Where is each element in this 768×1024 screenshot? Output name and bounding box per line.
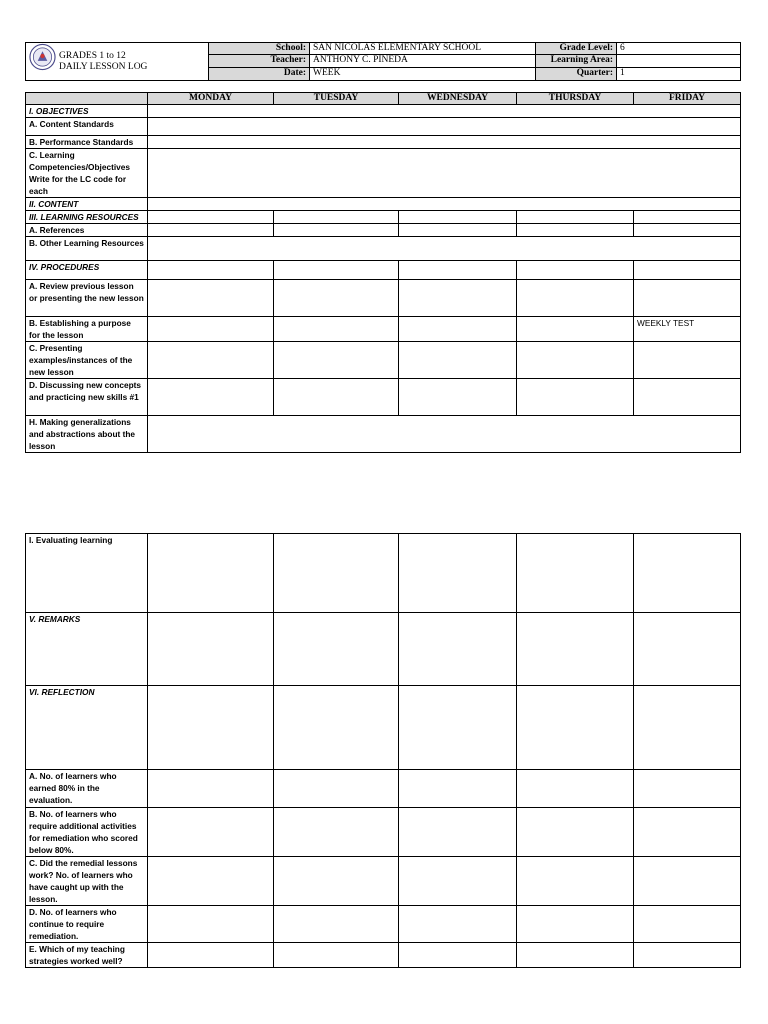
table-cell: [399, 770, 517, 808]
table-cell: [517, 534, 634, 613]
table-cell: [148, 379, 274, 416]
table-cell: [517, 379, 634, 416]
evaluating-label: I. Evaluating learning: [26, 534, 148, 613]
reflection-label: VI. REFLECTION: [26, 686, 148, 770]
table-cell: [148, 105, 741, 118]
table-row: [26, 534, 741, 613]
table-cell: [148, 534, 274, 613]
table-cell: [634, 613, 741, 686]
content-standards-label: A. Content Standards: [26, 118, 148, 136]
date-label: Date:: [209, 67, 310, 80]
continue-remediation-label: D. No. of learners who continue to require remediation.: [26, 906, 148, 943]
table-cell: [274, 770, 399, 808]
table-cell: [148, 261, 274, 280]
table-cell: [148, 149, 741, 198]
table-cell: [517, 857, 634, 906]
strategies-label: E. Which of my teaching strategies worked well?: [26, 943, 148, 968]
purpose-label: B. Establishing a purpose for the lesson: [26, 317, 148, 342]
table-cell: [148, 613, 274, 686]
table-cell: [399, 379, 517, 416]
table-row: [26, 105, 741, 118]
table-row: [26, 136, 741, 149]
table-cell: [274, 261, 399, 280]
table-row: [26, 613, 741, 686]
table-cell: [634, 534, 741, 613]
table-cell: [399, 224, 517, 237]
objectives-label: I. OBJECTIVES: [26, 105, 148, 118]
table-cell: [148, 342, 274, 379]
content-label: II. CONTENT: [26, 198, 148, 211]
day-header-row: [26, 93, 741, 105]
presenting-label: C. Presenting examples/instances of the new lesson: [26, 342, 148, 379]
grade-value: 6: [617, 43, 741, 55]
table-cell: [634, 808, 741, 857]
review-label: A. Review previous lesson or presenting the new lesson: [26, 280, 148, 317]
table-cell: [274, 280, 399, 317]
table-cell: [148, 857, 274, 906]
table-cell: [274, 342, 399, 379]
table-cell: [399, 808, 517, 857]
table-cell: [148, 280, 274, 317]
date-value: WEEK: [310, 67, 536, 80]
table-row: [26, 770, 741, 808]
table-cell: [26, 43, 209, 81]
table-cell: [148, 317, 274, 342]
table-cell: [634, 379, 741, 416]
generalizations-label: H. Making generalizations and abstractions about the lesson: [26, 416, 148, 453]
table-cell: [634, 686, 741, 770]
teacher-value: ANTHONY C. PINEDA: [310, 55, 536, 67]
table-row: [26, 686, 741, 770]
discussing-label: D. Discussing new concepts and practicing new skills #1: [26, 379, 148, 416]
table-row: [26, 118, 741, 136]
title-line2: DAILY LESSON LOG: [59, 61, 148, 72]
area-value: [617, 55, 741, 67]
table-cell: [148, 237, 741, 261]
table-cell: [634, 943, 741, 968]
teacher-label: Teacher:: [209, 55, 310, 67]
table-cell: [274, 613, 399, 686]
table-cell: [148, 906, 274, 943]
table-cell: [148, 118, 741, 136]
other-resources-label: B. Other Learning Resources: [26, 237, 148, 261]
table-cell: [517, 943, 634, 968]
table-row: [26, 149, 741, 198]
table-cell: [634, 280, 741, 317]
table-cell: [399, 261, 517, 280]
school-value: SAN NICOLAS ELEMENTARY SCHOOL: [310, 43, 536, 55]
table-row: [26, 280, 741, 317]
table-row: [26, 237, 741, 261]
table-cell: [148, 808, 274, 857]
table-cell: [517, 770, 634, 808]
area-label: Learning Area:: [536, 55, 617, 67]
table-cell: [634, 857, 741, 906]
quarter-label: Quarter:: [536, 67, 617, 80]
competencies-label: C. Learning Competencies/Objectives Write for the LC code for each: [26, 149, 148, 198]
table-cell: [274, 808, 399, 857]
school-label: School:: [209, 43, 310, 55]
table-cell: [399, 943, 517, 968]
day-tuesday: TUESDAY: [274, 93, 399, 105]
remarks-label: V. REMARKS: [26, 613, 148, 686]
table-row: [26, 224, 741, 237]
table-row: [26, 416, 741, 453]
table-cell: [274, 943, 399, 968]
table-cell: [517, 317, 634, 342]
quarter-value: 1: [617, 67, 741, 80]
table-cell: [517, 342, 634, 379]
table-row: [26, 379, 741, 416]
remedial-work-label: C. Did the remedial lessons work? No. of learners who have caught up with the lesson.: [26, 857, 148, 906]
table-cell: [274, 857, 399, 906]
references-label: A. References: [26, 224, 148, 237]
table-cell: [399, 534, 517, 613]
day-monday: MONDAY: [148, 93, 274, 105]
table-row: [26, 261, 741, 280]
table-cell: [517, 261, 634, 280]
friday-weekly-test: WEEKLY TEST: [634, 317, 741, 342]
table-cell: [148, 224, 274, 237]
table-cell: [399, 317, 517, 342]
header-table: [25, 42, 741, 81]
table-cell: [634, 261, 741, 280]
table-cell: [517, 211, 634, 224]
day-friday: FRIDAY: [634, 93, 741, 105]
table-cell: [634, 770, 741, 808]
day-thursday: THURSDAY: [517, 93, 634, 105]
table-cell: [274, 906, 399, 943]
table-cell: [148, 198, 741, 211]
lesson-table-top: [25, 92, 741, 453]
table-row: [26, 857, 741, 906]
table-cell: [148, 136, 741, 149]
learners-80-label: A. No. of learners who earned 80% in the evaluation.: [26, 770, 148, 808]
table-cell: [634, 211, 741, 224]
table-row: [26, 317, 741, 342]
table-cell: [148, 686, 274, 770]
table-row: [26, 943, 741, 968]
table-row: [26, 198, 741, 211]
table-cell: [517, 906, 634, 943]
table-cell: [148, 211, 274, 224]
table-cell: [517, 686, 634, 770]
lesson-table-bottom: [25, 533, 741, 968]
table-cell: [517, 808, 634, 857]
table-row: [26, 342, 741, 379]
table-row: [26, 211, 741, 224]
table-cell: [517, 224, 634, 237]
table-cell: [274, 686, 399, 770]
table-cell: [274, 534, 399, 613]
table-row: [26, 906, 741, 943]
table-cell: [399, 613, 517, 686]
table-cell: [399, 342, 517, 379]
table-cell: [517, 280, 634, 317]
table-cell: [274, 224, 399, 237]
table-cell: [274, 317, 399, 342]
table-cell: [634, 906, 741, 943]
corner-cell: [26, 93, 148, 105]
table-cell: [399, 280, 517, 317]
table-cell: [274, 379, 399, 416]
table-cell: [399, 906, 517, 943]
table-cell: [148, 416, 741, 453]
table-cell: [517, 613, 634, 686]
procedures-label: IV. PROCEDURES: [26, 261, 148, 280]
table-cell: [399, 686, 517, 770]
learners-remediation-label: B. No. of learners who require additional activities for remediation who scored below 80%.: [26, 808, 148, 857]
title-line1: GRADES 1 to 12: [59, 50, 126, 61]
day-wednesday: WEDNESDAY: [399, 93, 517, 105]
grade-label: Grade Level:: [536, 43, 617, 55]
table-cell: [148, 770, 274, 808]
table-cell: [634, 224, 741, 237]
table-row: [26, 808, 741, 857]
resources-label: III. LEARNING RESOURCES: [26, 211, 148, 224]
table-cell: [399, 857, 517, 906]
table-cell: [274, 211, 399, 224]
table-cell: [634, 342, 741, 379]
table-cell: [399, 211, 517, 224]
performance-standards-label: B. Performance Standards: [26, 136, 148, 149]
table-cell: [148, 943, 274, 968]
